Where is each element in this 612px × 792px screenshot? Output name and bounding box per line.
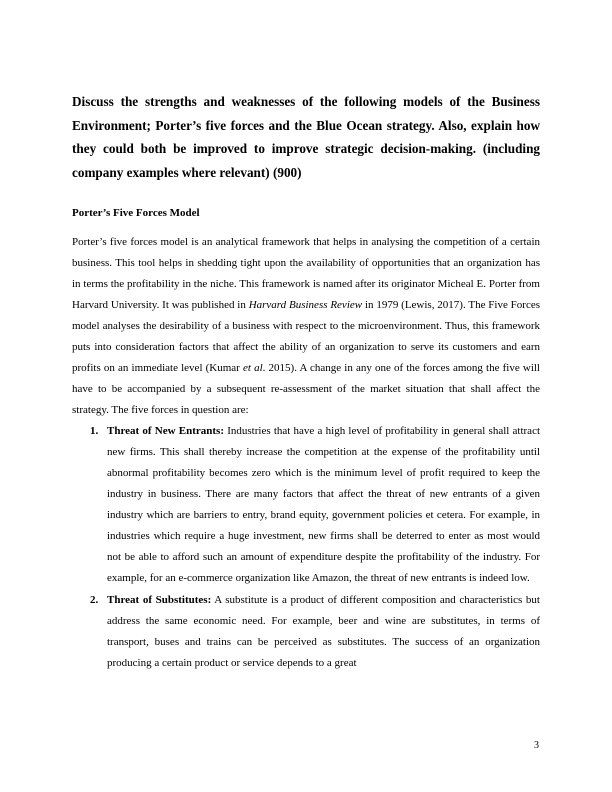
page-number: 3 — [534, 740, 539, 751]
intro-text-3: . 2015). A change in any one of the forces among the five will have to be accompanied by a subsequent re-assessment of the market situation that shall affect the strategy. The five forces in question are: — [72, 362, 540, 416]
list-item-substitutes — [72, 590, 540, 674]
section-heading: Porter’s Five Forces Model — [72, 207, 200, 219]
document-body — [72, 232, 540, 674]
journal-name: Harvard Business Review — [248, 299, 363, 311]
intro-text-1: Porter’s five forces model is an analytical framework that helps in analysing the competition of a certain business. This tool helps in shedding tight upon the availability of opportunities that an organization has in terms the profitability in the niche. This framework is named after its originator Micheal E. Porter from Harvard University. It was published in — [72, 236, 540, 311]
et-al: et al — [243, 362, 263, 374]
intro-paragraph — [72, 232, 540, 421]
list-item-number: 2. — [90, 594, 99, 606]
list-item-text: A substitute is a product of different composition and characteristics but address the same economic need. For example, beer and wine are substitutes, in terms of transport, buses and trains can be perceived as substitutes. The success of an organization producing a certain product or service depends to a great — [107, 594, 540, 669]
list-item-text: Industries that have a high level of profitability in general shall attract new firms. This shall thereby increase the competition at the expense of the profitability until abnormal profitability becomes zero which is the minimum level of profit required to keep the industry in business. There are many factors that affect the threat of new entrants of a given industry which are barriers to entry, brand equity, government policies et cetera. For example, in industries which require a huge investment, new firms shall be deterred to enter as most would not be able to afford such an amount of expenditure despite the profitability of the industry. For example, for an e-commerce organization like Amazon, the threat of new entrants is indeed low. — [107, 425, 541, 584]
list-item-label: Threat of New Entrants: — [107, 425, 225, 437]
list-item-number: 1. — [90, 425, 99, 437]
forces-list — [72, 421, 540, 674]
document-title: Discuss the strengths and weaknesses of the following models of the Business Environment; Porter’s five forces and the Blue Ocean strategy. Also, explain how they could both be improved to improve strategic decision-making. (including company examples where relevant) (900) — [72, 94, 540, 180]
list-item-label: Threat of Substitutes: — [107, 594, 212, 606]
list-item-new-entrants — [72, 421, 540, 589]
intro-text-2: in 1979 (Lewis, 2017). The Five Forces model analyses the desirability of a business with respect to the microenvironment. Thus, this framework puts into consideration factors that affect the ability of an organization to serve its customers and earn profits on an immediate level (Kumar — [72, 299, 540, 374]
